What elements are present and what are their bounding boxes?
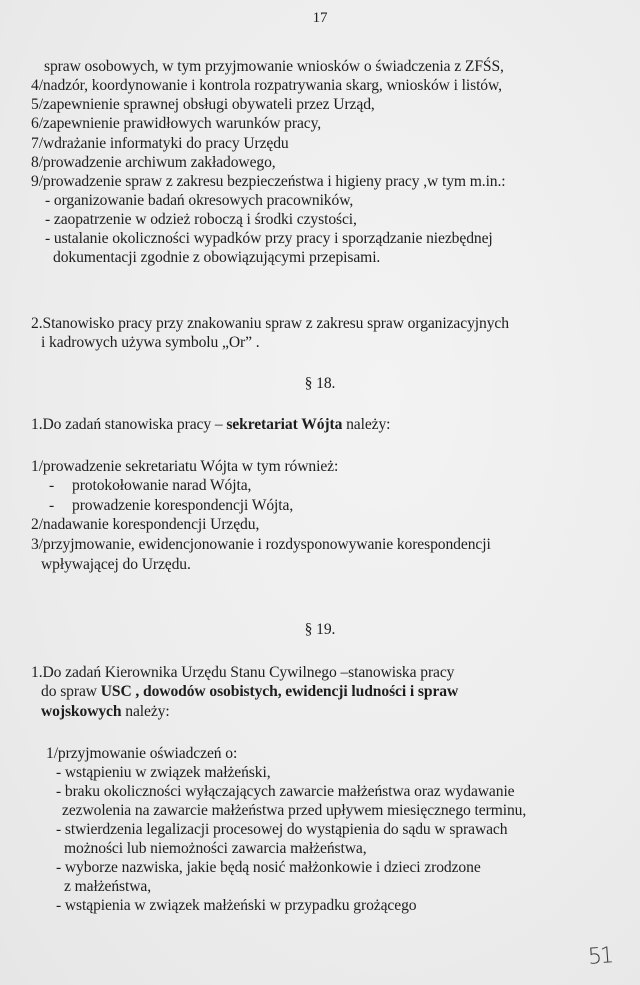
intro-bold: USC , dowodów osobistych, ewidencji ludności i spraw bbox=[100, 683, 459, 700]
text-line: 5/zapewnienie sprawnej obsługi obywateli przez Urząd, bbox=[31, 96, 375, 113]
text-line: 1.Do zadań Kierownika Urzędu Stanu Cywilnego –stanowiska pracy bbox=[31, 664, 455, 681]
bullet-dash: - bbox=[49, 497, 55, 514]
text-line: możności lub niemożności zawarcia małżeństwa, bbox=[64, 840, 367, 857]
section-18-intro bbox=[31, 415, 390, 435]
section-heading-18: § 18. bbox=[304, 375, 336, 392]
text-line: 6/zapewnienie prawidłowych warunków pracy, bbox=[31, 115, 322, 132]
section-19-intro-line2 bbox=[41, 682, 458, 702]
text-line: - wstąpienia w związek małżeński w przypadku grożącego bbox=[56, 897, 417, 914]
text-line: - wstąpieniu w związek małżeński, bbox=[56, 764, 271, 781]
page-number: 17 bbox=[312, 10, 328, 26]
intro-text: należy: bbox=[121, 703, 170, 720]
section-19-intro-line3 bbox=[41, 702, 170, 722]
text-line: 8/prowadzenie archiwum zakładowego, bbox=[31, 154, 276, 171]
text-line: 1/przyjmowanie oświadczeń o: bbox=[46, 745, 238, 762]
text-line: 9/prowadzenie spraw z zakresu bezpieczeństwa i higieny pracy ,w tym m.in.: bbox=[31, 173, 506, 190]
text-line: - braku okoliczności wyłączających zawarcie małżeństwa oraz wydawanie bbox=[56, 783, 515, 800]
handwritten-page-mark: 51 bbox=[587, 943, 613, 970]
text-line: - ustalanie okoliczności wypadków przy pracy i sporządzanie niezbędnej bbox=[45, 230, 493, 247]
intro-bold: wojskowych bbox=[41, 703, 122, 720]
text-line: prowadzenie korespondencji Wójta, bbox=[72, 497, 294, 514]
text-line: - wyborze nazwiska, jakie będą nosić małżonkowie i dzieci zrodzone bbox=[56, 859, 481, 876]
intro-text: do spraw bbox=[41, 683, 101, 700]
intro-text: 1.Do zadań stanowiska pracy – bbox=[31, 416, 227, 433]
text-line: 2.Stanowisko pracy przy znakowaniu spraw z zakresu spraw organizacyjnych bbox=[31, 315, 509, 332]
text-line: spraw osobowych, w tym przyjmowanie wniosków o świadczenia z ZFŚS, bbox=[44, 58, 504, 75]
bullet-dash: - bbox=[49, 477, 55, 494]
section-heading-19: § 19. bbox=[304, 621, 336, 638]
text-line: 1/prowadzenie sekretariatu Wójta w tym również: bbox=[31, 458, 339, 475]
text-line: zezwolenia na zawarcie małżeństwa przed upływem miesięcznego terminu, bbox=[62, 802, 527, 819]
intro-text: należy: bbox=[342, 416, 391, 433]
text-line: z małżeństwa, bbox=[64, 878, 152, 895]
text-line: 2/nadawanie korespondencji Urzędu, bbox=[31, 516, 260, 533]
text-line: dokumentacji zgodnie z obowiązującymi przepisami. bbox=[53, 249, 381, 266]
text-line: - organizowanie badań okresowych pracowników, bbox=[45, 192, 354, 209]
text-line: 4/nadzór, koordynowanie i kontrola rozpatrywania skarg, wniosków i listów, bbox=[31, 77, 502, 94]
text-line: - stwierdzenia legalizacji procesowej do wystąpienia do sądu w sprawach bbox=[56, 821, 508, 838]
text-line: i kadrowych używa symbolu „Or” . bbox=[41, 334, 260, 351]
text-line: protokołowanie narad Wójta, bbox=[72, 477, 252, 494]
intro-bold: sekretariat Wójta bbox=[226, 416, 343, 433]
text-line: 3/przyjmowanie, ewidencjonowanie i rozdysponowywanie korespondencji bbox=[31, 536, 491, 553]
text-line: wpływającej do Urzędu. bbox=[41, 556, 191, 573]
text-line: - zaopatrzenie w odzież roboczą i środki czystości, bbox=[45, 211, 357, 228]
text-line: 7/wdrażanie informatyki do pracy Urzędu bbox=[31, 135, 289, 152]
